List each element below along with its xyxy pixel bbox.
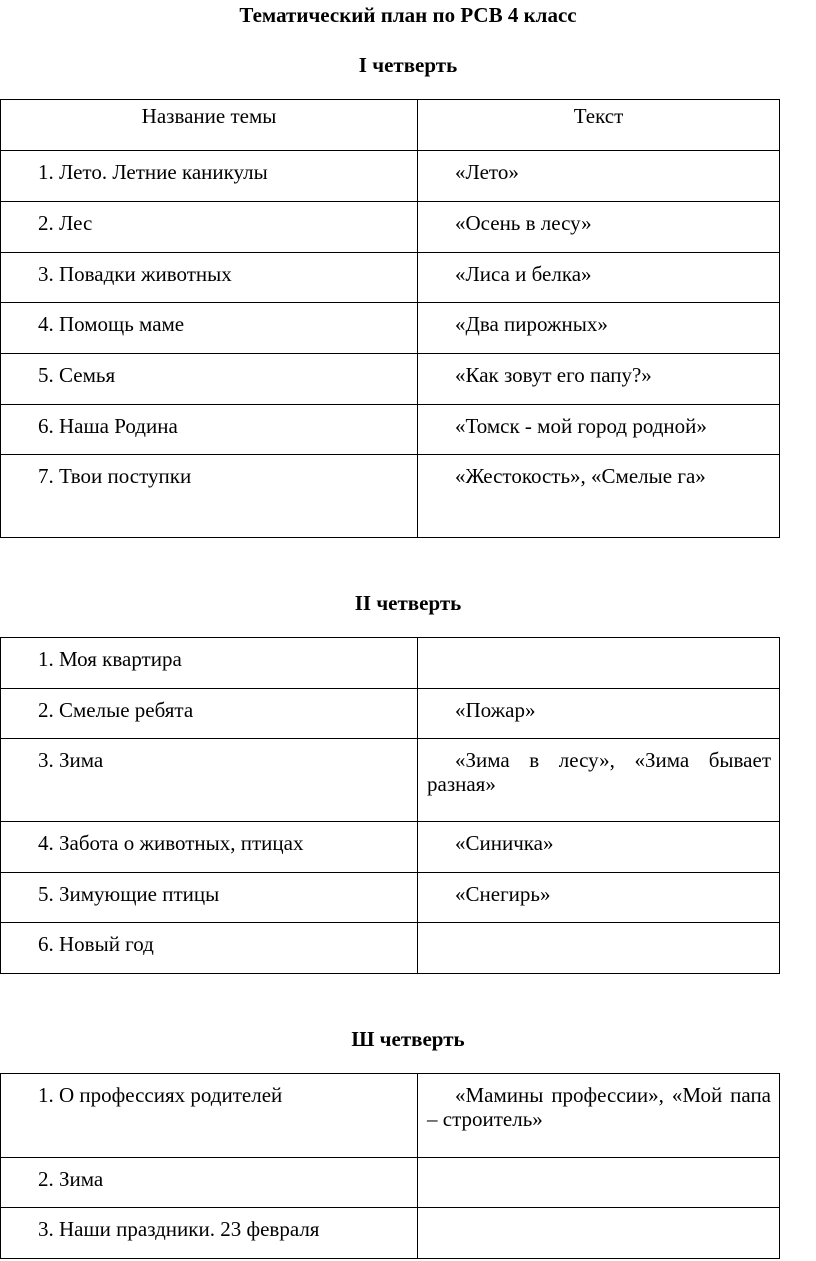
table-row bbox=[1, 303, 780, 354]
table-row bbox=[1, 873, 780, 923]
text-cell: «Осень в лесу» bbox=[418, 202, 780, 253]
topic-cell: 3. Зима bbox=[1, 739, 418, 822]
topic-cell: 1. Лето. Летние каникулы bbox=[1, 151, 418, 202]
topic-cell: 5. Семья bbox=[1, 354, 418, 405]
quarter-1-table bbox=[0, 99, 780, 538]
column-header-text: Текст bbox=[418, 100, 780, 151]
text-cell bbox=[418, 1158, 780, 1208]
text-cell bbox=[418, 1208, 780, 1259]
text-cell: «Пожар» bbox=[418, 689, 780, 739]
column-header-topic: Название темы bbox=[1, 100, 418, 151]
table-row bbox=[1, 739, 780, 822]
quarter-2-table bbox=[0, 637, 780, 974]
topic-cell: 3. Повадки животных bbox=[1, 253, 418, 303]
table-row bbox=[1, 1158, 780, 1208]
text-cell: «Синичка» bbox=[418, 822, 780, 873]
topic-cell: 1. О профессиях родителей bbox=[1, 1074, 418, 1158]
topic-cell: 5. Зимующие птицы bbox=[1, 873, 418, 923]
table-row bbox=[1, 638, 780, 689]
text-cell: «Снегирь» bbox=[418, 873, 780, 923]
topic-cell: 3. Наши праздники. 23 февраля bbox=[1, 1208, 418, 1259]
table-row bbox=[1, 689, 780, 739]
topic-cell: 7. Твои поступки bbox=[1, 455, 418, 538]
quarter-1-title: I четверть bbox=[358, 53, 458, 77]
table-row bbox=[1, 1074, 780, 1158]
table-row bbox=[1, 354, 780, 405]
text-cell bbox=[418, 923, 780, 974]
text-cell: «Как зовут его папу?» bbox=[418, 354, 780, 405]
text-cell bbox=[418, 638, 780, 689]
topic-cell: 2. Смелые ребята bbox=[1, 689, 418, 739]
table-row bbox=[1, 405, 780, 455]
text-cell: «Два пирожных» bbox=[418, 303, 780, 354]
text-cell: «Жестокость», «Смелые га» bbox=[418, 455, 780, 538]
topic-cell: 6. Новый год bbox=[1, 923, 418, 974]
table-row bbox=[1, 923, 780, 974]
topic-cell: 2. Зима bbox=[1, 1158, 418, 1208]
quarter-3-table bbox=[0, 1073, 780, 1259]
topic-cell: 4. Забота о животных, птицах bbox=[1, 822, 418, 873]
topic-cell: 6. Наша Родина bbox=[1, 405, 418, 455]
table-row bbox=[1, 253, 780, 303]
document-title: Тематический план по РСВ 4 класс bbox=[239, 3, 577, 27]
text-cell: «Томск - мой город родной» bbox=[418, 405, 780, 455]
topic-cell: 1. Моя квартира bbox=[1, 638, 418, 689]
table-row bbox=[1, 822, 780, 873]
table-row bbox=[1, 151, 780, 202]
table-row bbox=[1, 202, 780, 253]
text-cell: «Зима в лесу», «Зима бывает разная» bbox=[418, 739, 780, 822]
quarter-3-title: Ш четверть bbox=[351, 1027, 465, 1051]
table-row bbox=[1, 455, 780, 538]
text-cell: «Лиса и белка» bbox=[418, 253, 780, 303]
topic-cell: 2. Лес bbox=[1, 202, 418, 253]
table-row bbox=[1, 1208, 780, 1259]
table-header-row bbox=[1, 100, 780, 151]
topic-cell: 4. Помощь маме bbox=[1, 303, 418, 354]
text-cell: «Лето» bbox=[418, 151, 780, 202]
text-cell: «Мамины профессии», «Мой папа – строитель» bbox=[418, 1074, 780, 1158]
quarter-2-title: II четверть bbox=[354, 591, 462, 615]
